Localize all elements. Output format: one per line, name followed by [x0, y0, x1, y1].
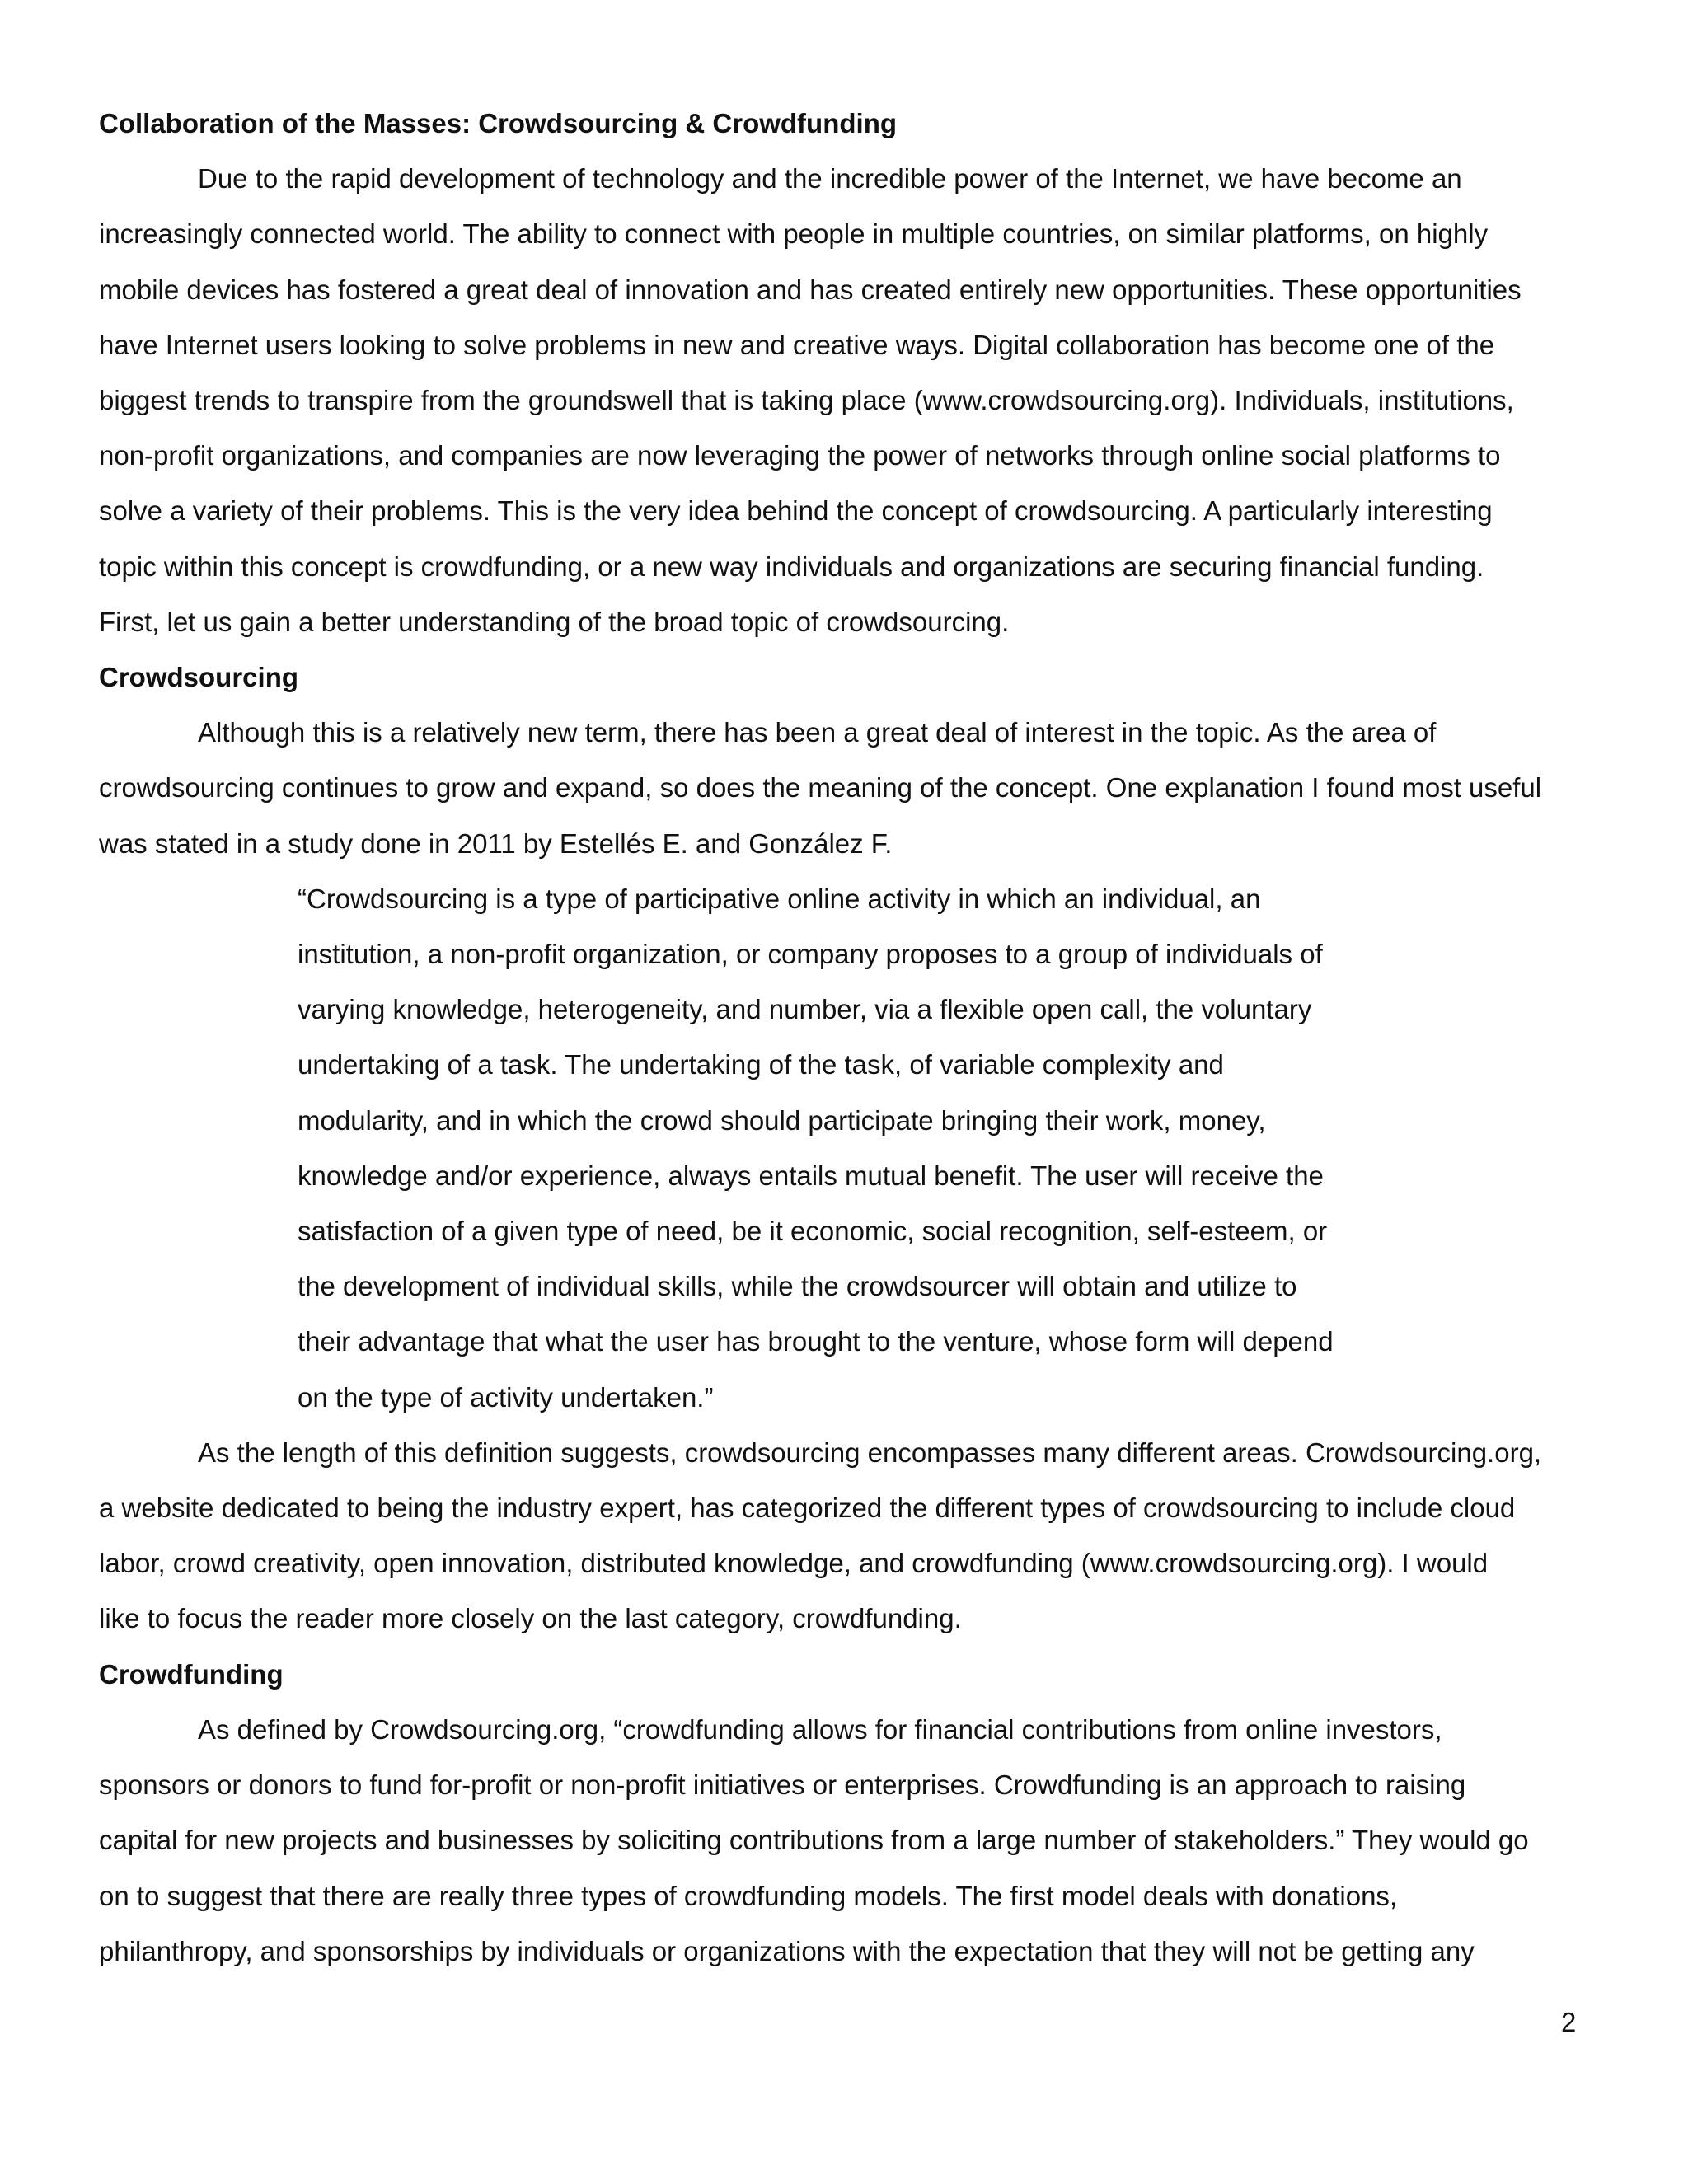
paragraph-line: labor, crowd creativity, open innovation, distributed knowledge, and crowdfunding (www.crowdsourcing.org). I would [99, 1548, 1489, 1579]
paragraph-line: As the length of this definition suggests, crowdsourcing encompasses many different areas. Crowdsourcing.org, [198, 1436, 1542, 1468]
paragraph-line: crowdsourcing continues to grow and expand, so does the meaning of the concept. One explanation I found most useful [99, 772, 1542, 804]
page-number: 2 [1561, 2007, 1577, 2037]
paragraph-line: like to focus the reader more closely on the last category, crowdfunding. [99, 1603, 962, 1634]
intro-line: Due to the rapid development of technology and the incredible power of the Internet, we have become an [198, 163, 1462, 194]
quote-line: on the type of activity undertaken.” [298, 1381, 714, 1413]
paragraph-line: capital for new projects and businesses by soliciting contributions from a large number of stakeholders.” They would go [99, 1825, 1529, 1856]
quote-line: knowledge and/or experience, always entails mutual benefit. The user will receive the [298, 1160, 1324, 1191]
quote-line: modularity, and in which the crowd should participate bringing their work, money, [298, 1104, 1266, 1136]
paragraph-line: on to suggest that there are really three types of crowdfunding models. The first model deals with donations, [99, 1880, 1398, 1911]
intro-line: topic within this concept is crowdfunding, or a new way individuals and organizations are securing financial funding. [99, 551, 1484, 582]
block-quote [298, 871, 1509, 1425]
paragraph-line: As defined by Crowdsourcing.org, “crowdfunding allows for financial contributions from online investors, [198, 1713, 1442, 1745]
quote-line: varying knowledge, heterogeneity, and number, via a flexible open call, the voluntary [298, 994, 1312, 1025]
quote-line: “Crowdsourcing is a type of participative online activity in which an individual, an [298, 883, 1261, 914]
intro-paragraph [99, 151, 1582, 649]
crowdsourcing-paragraph-2 [99, 1425, 1582, 1647]
quote-line: satisfaction of a given type of need, be it economic, social recognition, self-esteem, or [298, 1216, 1328, 1247]
quote-line: their advantage that what the user has brought to the venture, whose form will depend [298, 1326, 1334, 1357]
quote-line: the development of individual skills, while the crowdsourcer will obtain and utilize to [298, 1271, 1297, 1302]
intro-line: biggest trends to transpire from the groundswell that is taking place (www.crowdsourcing.org). Individuals, institutions, [99, 385, 1514, 416]
intro-line: have Internet users looking to solve problems in new and creative ways. Digital collaboration has become one of the [99, 329, 1495, 360]
crowdfunding-paragraph-1 [99, 1702, 1582, 1979]
intro-line: solve a variety of their problems. This is the very idea behind the concept of crowdsourcing. A particularly interesting [99, 495, 1493, 527]
paragraph-line: sponsors or donors to fund for-profit or non-profit initiatives or enterprises. Crowdfunding is an approach to raising [99, 1769, 1466, 1801]
paragraph-line: was stated in a study done in 2011 by Estellés E. and González F. [99, 827, 893, 859]
document-title: Collaboration of the Masses: Crowdsourcing & Crowdfunding [99, 108, 898, 138]
quote-line: institution, a non-profit organization, or company proposes to a group of individuals of [298, 939, 1323, 970]
quote-line: undertaking of a task. The undertaking of the task, of variable complexity and [298, 1049, 1224, 1080]
paragraph-line: a website dedicated to being the industry expert, has categorized the different types of crowdsourcing to include cloud [99, 1493, 1516, 1524]
paragraph-line: philanthropy, and sponsorships by individuals or organizations with the expectation that they will not be getting any [99, 1935, 1475, 1966]
intro-line: non-profit organizations, and companies are now leveraging the power of networks through online social platforms to [99, 440, 1501, 471]
intro-line: First, let us gain a better understanding of the broad topic of crowdsourcing. [99, 606, 1010, 637]
crowdsourcing-heading: Crowdsourcing [99, 662, 299, 693]
paragraph-line: Although this is a relatively new term, there has been a great deal of interest in the topic. As the area of [198, 717, 1437, 748]
intro-line: mobile devices has fostered a great deal of innovation and has created entirely new opportunities. These opportunities [99, 274, 1522, 305]
crowdsourcing-paragraph-1 [99, 705, 1582, 871]
document-page [99, 96, 1582, 1979]
intro-line: increasingly connected world. The ability to connect with people in multiple countries, on similar platforms, on highly [99, 218, 1489, 250]
crowdfunding-heading: Crowdfunding [99, 1658, 284, 1690]
